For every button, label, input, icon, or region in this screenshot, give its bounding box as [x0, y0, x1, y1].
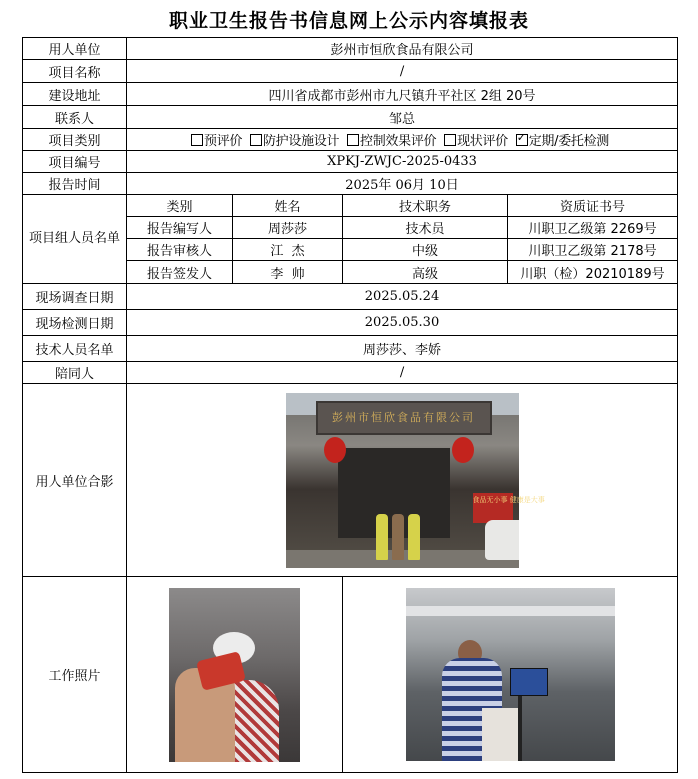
row-test-date — [23, 310, 678, 336]
row-employer — [23, 38, 678, 60]
companion-value: / — [127, 362, 678, 384]
row-survey-date — [23, 284, 678, 310]
team-header-title: 技术职务 — [343, 195, 508, 217]
option-label: 防护设施设计 — [262, 134, 340, 149]
address-label: 建设地址 — [23, 83, 127, 106]
project-no-value: XPKJ-ZWJC-2025-0433 — [127, 151, 678, 173]
work-photo-cell-left — [127, 577, 343, 773]
test-date-value: 2025.05.30 — [127, 310, 678, 336]
team-title: 高级 — [343, 261, 508, 284]
option-pre-evaluation[interactable] — [191, 134, 242, 149]
person-figure — [376, 514, 388, 560]
team-name: 江 杰 — [233, 239, 343, 261]
group-photo-label: 用人单位合影 — [23, 384, 127, 577]
contact-label: 联系人 — [23, 106, 127, 129]
employer-label: 用人单位 — [23, 38, 127, 60]
row-report-time — [23, 173, 678, 195]
company-sign: 彭州市恒欣食品有限公司 — [316, 401, 492, 435]
work-photo-left-image — [169, 588, 300, 762]
team-name: 李 帅 — [233, 261, 343, 284]
team-name: 周莎莎 — [233, 217, 343, 239]
row-contact — [23, 106, 678, 129]
option-status-evaluation[interactable] — [444, 134, 508, 149]
row-group-photo — [23, 384, 678, 577]
row-project-no — [23, 151, 678, 173]
survey-date-value: 2025.05.24 — [127, 284, 678, 310]
sack-figure — [482, 708, 522, 761]
row-work-photos — [23, 577, 678, 773]
option-label: 控制效果评价 — [360, 134, 437, 149]
project-name-value: / — [127, 60, 678, 83]
row-technicians — [23, 336, 678, 362]
ceiling-pipe — [406, 606, 615, 616]
team-cert: 川职卫乙级第 2178号 — [508, 239, 678, 261]
contact-value: 邹总 — [127, 106, 678, 129]
team-cert: 川职卫乙级第 2269号 — [508, 217, 678, 239]
team-title: 技术员 — [343, 217, 508, 239]
team-label: 项目组人员名单 — [23, 195, 127, 284]
project-no-label: 项目编号 — [23, 151, 127, 173]
slogan-banner: 食品无小事 健康是大事 — [473, 493, 513, 523]
team-title: 中级 — [343, 239, 508, 261]
checkbox-periodic-detection[interactable] — [516, 134, 528, 146]
checkbox-pre-evaluation[interactable] — [191, 134, 203, 146]
team-cert: 川职（检）20210189号 — [508, 261, 678, 284]
technicians-value: 周莎莎、李娇 — [127, 336, 678, 362]
checkbox-protection-design[interactable] — [250, 134, 262, 146]
page-title: 职业卫生报告书信息网上公示内容填报表 — [168, 10, 529, 32]
checkbox-status-evaluation[interactable] — [444, 134, 456, 146]
survey-date-label: 现场调查日期 — [23, 284, 127, 310]
work-photos-label: 工作照片 — [23, 577, 127, 773]
report-time-value: 2025年 06月 10日 — [127, 173, 678, 195]
test-date-label: 现场检测日期 — [23, 310, 127, 336]
team-header-cert: 资质证书号 — [508, 195, 678, 217]
work-photo-right-image — [406, 588, 615, 761]
row-project-type — [23, 129, 678, 151]
option-label: 预评价 — [204, 134, 243, 149]
row-address — [23, 83, 678, 106]
option-label: 定期/委托检测 — [528, 134, 609, 149]
row-companion — [23, 362, 678, 384]
address-value: 四川省成都市彭州市九尺镇升平社区 2组 20号 — [127, 83, 678, 106]
disclosure-form-table — [22, 37, 678, 773]
red-lantern-icon — [452, 437, 474, 463]
technicians-label: 技术人员名单 — [23, 336, 127, 362]
work-photo-cell-right — [343, 577, 678, 773]
group-photo-cell — [127, 384, 678, 577]
person-figure — [408, 514, 420, 560]
team-category: 报告签发人 — [127, 261, 233, 284]
red-lantern-icon — [324, 437, 346, 463]
team-header-category: 类别 — [127, 195, 233, 217]
group-photo-image — [286, 393, 545, 568]
row-project-name — [23, 60, 678, 83]
option-label: 现状评价 — [457, 134, 508, 149]
team-header-name: 姓名 — [233, 195, 343, 217]
project-type-options — [127, 129, 678, 151]
option-protection-design[interactable] — [250, 134, 339, 149]
sampling-instrument-icon — [510, 668, 548, 696]
employer-value: 彭州市恒欣食品有限公司 — [127, 38, 678, 60]
car-figure — [485, 520, 519, 560]
report-time-label: 报告时间 — [23, 173, 127, 195]
option-control-effect[interactable] — [347, 134, 436, 149]
checkbox-control-effect[interactable] — [347, 134, 359, 146]
option-periodic-detection[interactable] — [516, 134, 609, 149]
team-category: 报告审核人 — [127, 239, 233, 261]
team-header-row — [23, 195, 678, 217]
person-figure — [392, 514, 404, 560]
project-type-label: 项目类别 — [23, 129, 127, 151]
project-name-label: 项目名称 — [23, 60, 127, 83]
companion-label: 陪同人 — [23, 362, 127, 384]
team-category: 报告编写人 — [127, 217, 233, 239]
